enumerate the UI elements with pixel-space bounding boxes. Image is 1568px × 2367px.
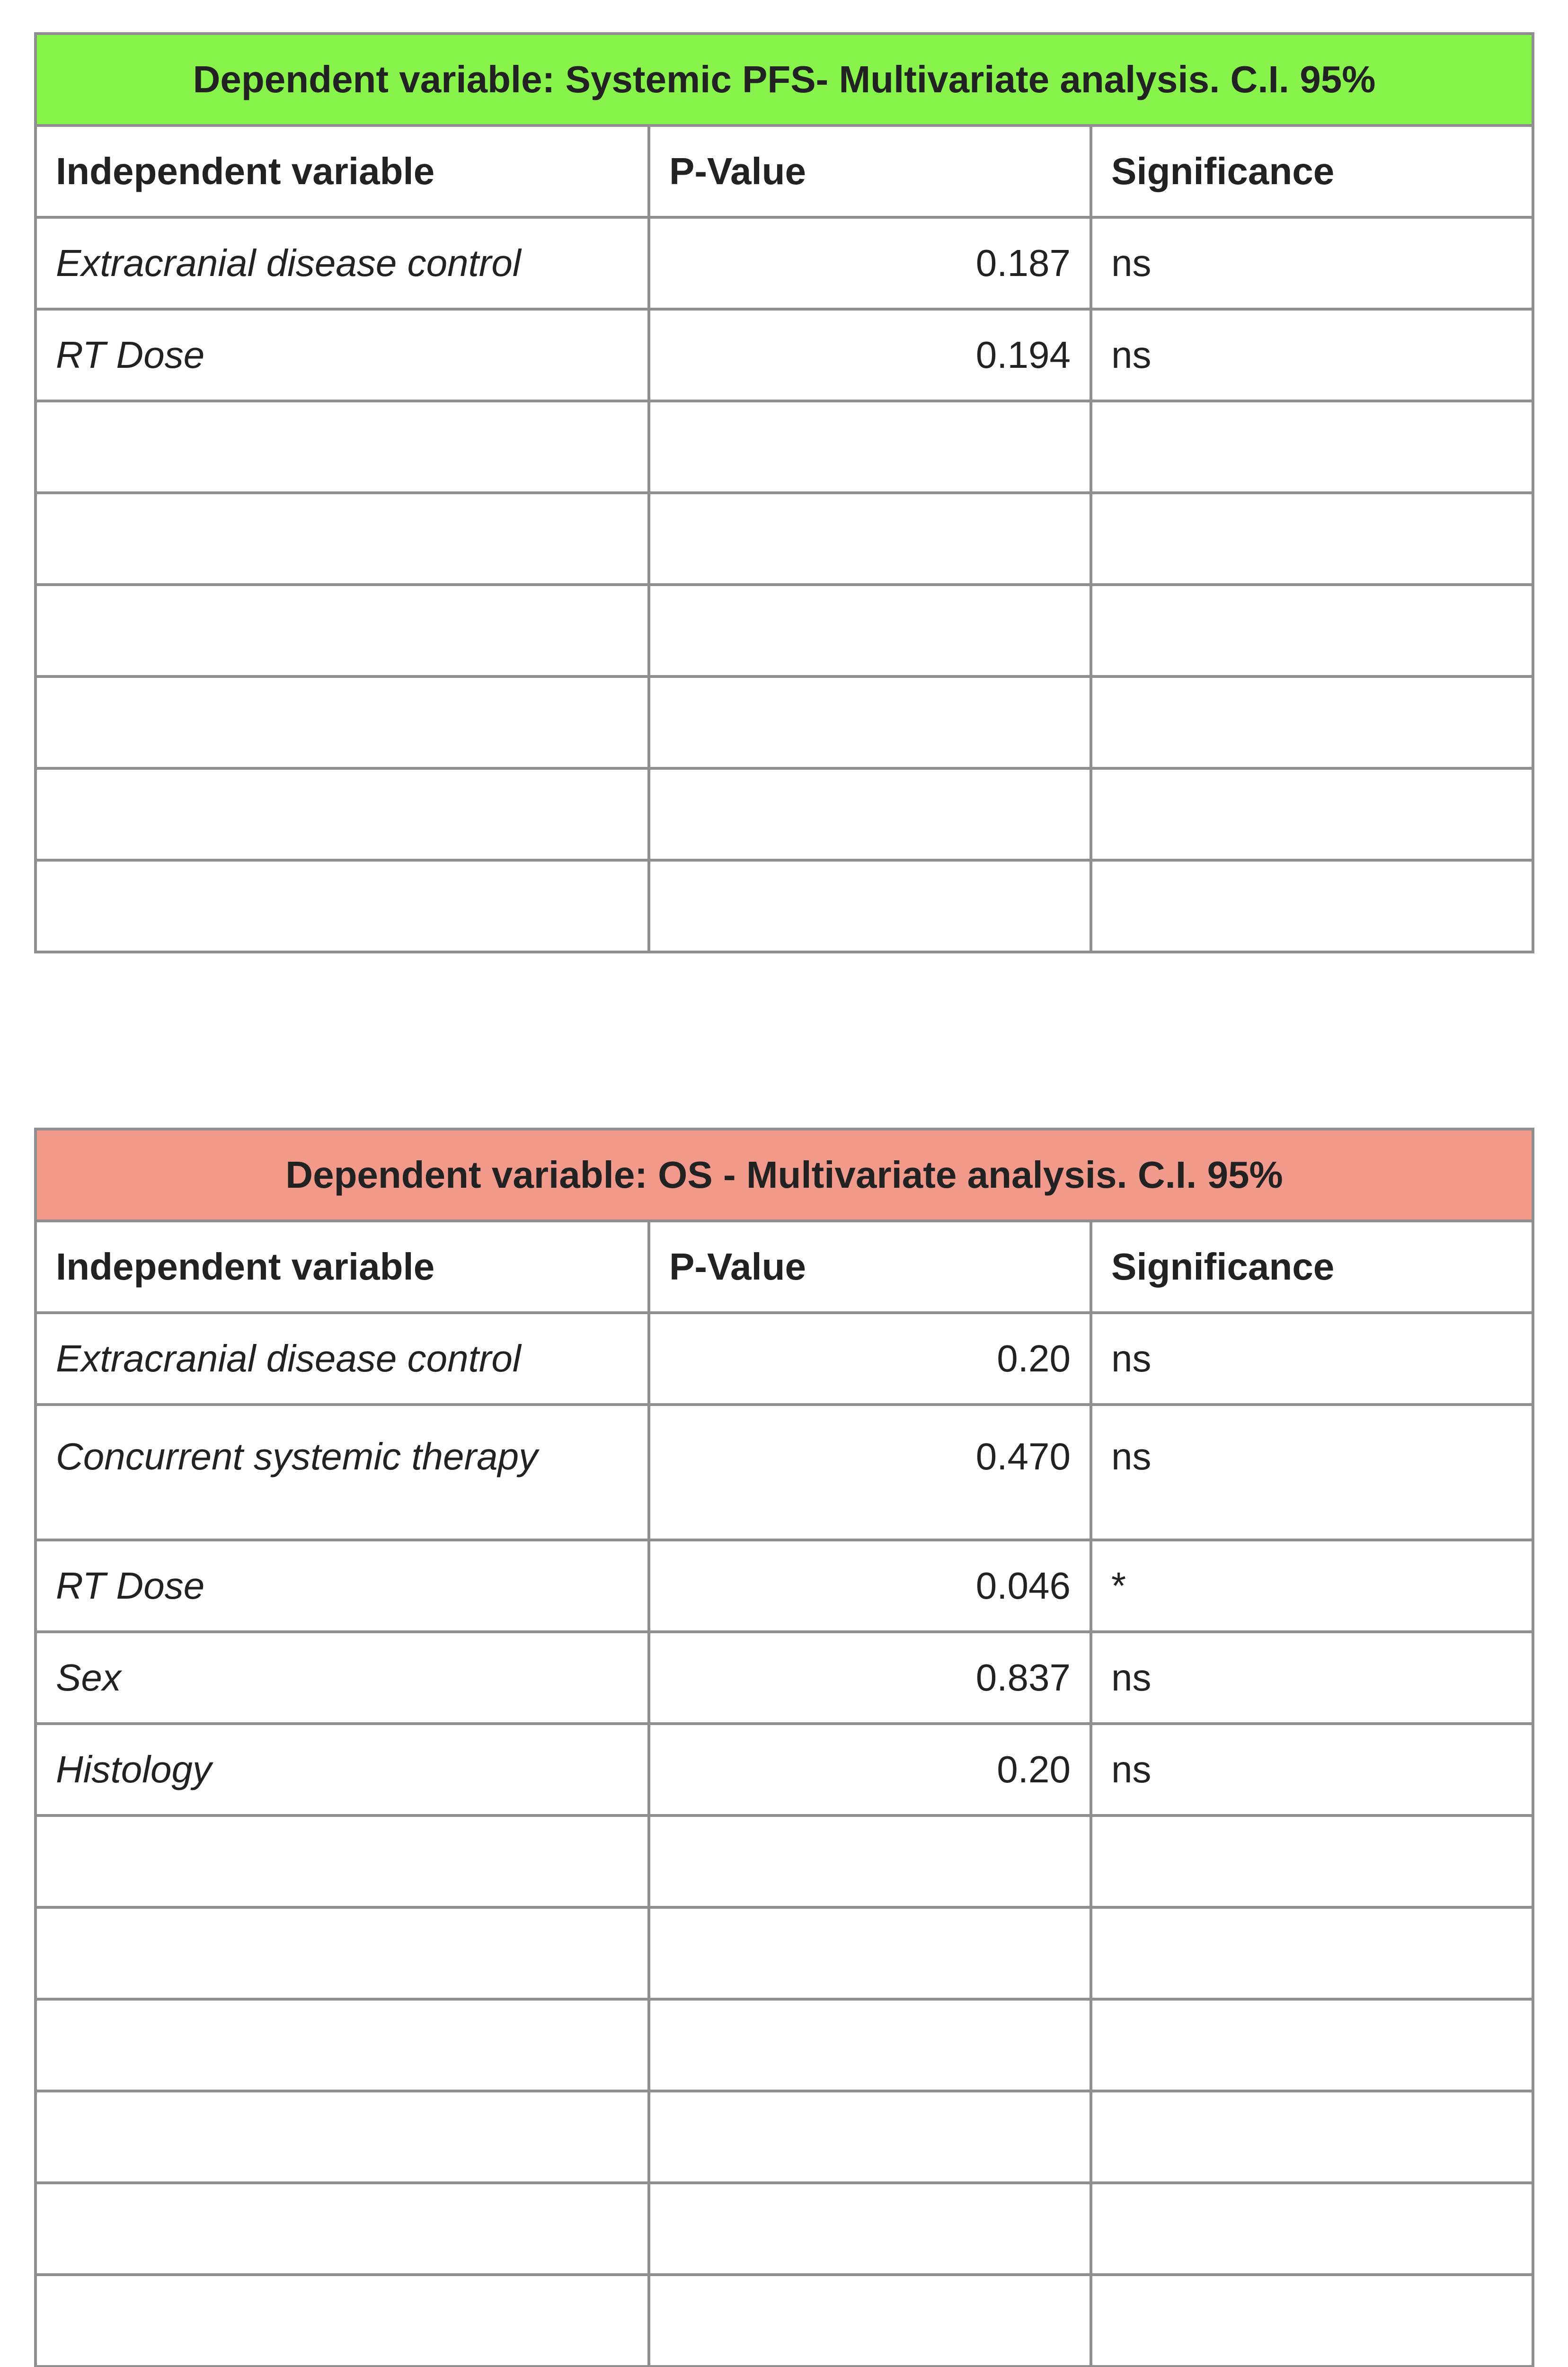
- table-row: [35, 1540, 1533, 1632]
- empty-row: [35, 1815, 1533, 1907]
- empty-cell: [649, 585, 1091, 676]
- empty-cell: [649, 860, 1091, 952]
- empty-row: [35, 2183, 1533, 2275]
- empty-cell: [649, 768, 1091, 860]
- empty-cell: [1091, 768, 1533, 860]
- variable-cell: RT Dose: [35, 1540, 649, 1632]
- empty-cell: [649, 1907, 1091, 1999]
- empty-cell: [35, 1815, 649, 1907]
- p-value-cell: 0.20: [649, 1313, 1091, 1405]
- empty-cell: [1091, 2183, 1533, 2275]
- table-row: [35, 217, 1533, 309]
- os-table-header-row: [35, 1221, 1533, 1313]
- table-row: [35, 1313, 1533, 1405]
- p-value-cell: 0.187: [649, 217, 1091, 309]
- empty-cell: [1091, 401, 1533, 493]
- significance-cell: ns: [1091, 309, 1533, 401]
- significance-cell: ns: [1091, 1632, 1533, 1724]
- empty-cell: [35, 2275, 649, 2367]
- empty-cell: [35, 2183, 649, 2275]
- variable-cell: Sex: [35, 1632, 649, 1724]
- empty-row: [35, 493, 1533, 585]
- empty-row: [35, 676, 1533, 768]
- empty-row: [35, 1999, 1533, 2091]
- pfs-table: [34, 32, 1534, 953]
- empty-row: [35, 401, 1533, 493]
- empty-cell: [649, 2183, 1091, 2275]
- empty-row: [35, 585, 1533, 676]
- empty-cell: [649, 1815, 1091, 1907]
- column-header-p-value: P-Value: [649, 1221, 1091, 1313]
- pfs-table-header-row: [35, 125, 1533, 217]
- empty-row: [35, 768, 1533, 860]
- variable-cell: Extracranial disease control: [35, 217, 649, 309]
- variable-cell: Histology: [35, 1724, 649, 1815]
- empty-cell: [1091, 493, 1533, 585]
- empty-row: [35, 2275, 1533, 2367]
- variable-cell: Concurrent systemic therapy: [35, 1405, 649, 1540]
- significance-cell: *: [1091, 1540, 1533, 1632]
- column-header-significance: Significance: [1091, 1221, 1533, 1313]
- empty-cell: [35, 401, 649, 493]
- empty-row: [35, 1907, 1533, 1999]
- empty-cell: [1091, 2091, 1533, 2183]
- empty-cell: [649, 401, 1091, 493]
- empty-cell: [1091, 2275, 1533, 2367]
- table-row: [35, 1405, 1533, 1540]
- significance-cell: ns: [1091, 217, 1533, 309]
- empty-cell: [35, 860, 649, 952]
- p-value-cell: 0.837: [649, 1632, 1091, 1724]
- column-header-significance: Significance: [1091, 125, 1533, 217]
- empty-cell: [35, 493, 649, 585]
- os-table: [34, 1128, 1534, 2367]
- empty-cell: [35, 676, 649, 768]
- empty-cell: [649, 1999, 1091, 2091]
- table-row: [35, 1632, 1533, 1724]
- empty-row: [35, 2091, 1533, 2183]
- column-header-variable: Independent variable: [35, 1221, 649, 1313]
- p-value-cell: 0.194: [649, 309, 1091, 401]
- empty-cell: [649, 2275, 1091, 2367]
- column-header-variable: Independent variable: [35, 125, 649, 217]
- empty-row: [35, 860, 1533, 952]
- table-row: [35, 1724, 1533, 1815]
- empty-cell: [649, 493, 1091, 585]
- empty-cell: [649, 676, 1091, 768]
- significance-cell: ns: [1091, 1405, 1533, 1540]
- empty-cell: [1091, 1999, 1533, 2091]
- column-header-p-value: P-Value: [649, 125, 1091, 217]
- empty-cell: [35, 768, 649, 860]
- variable-cell: Extracranial disease control: [35, 1313, 649, 1405]
- empty-cell: [35, 1907, 649, 1999]
- empty-cell: [1091, 860, 1533, 952]
- p-value-cell: 0.470: [649, 1405, 1091, 1540]
- p-value-cell: 0.20: [649, 1724, 1091, 1815]
- empty-cell: [1091, 1815, 1533, 1907]
- empty-cell: [649, 2091, 1091, 2183]
- empty-cell: [1091, 676, 1533, 768]
- empty-cell: [1091, 1907, 1533, 1999]
- empty-cell: [1091, 585, 1533, 676]
- os-table-title: Dependent variable: OS - Multivariate analysis. C.I. 95%: [35, 1129, 1533, 1221]
- pfs-table-title: Dependent variable: Systemic PFS- Multivariate analysis. C.I. 95%: [35, 34, 1533, 125]
- significance-cell: ns: [1091, 1724, 1533, 1815]
- empty-cell: [35, 1999, 649, 2091]
- empty-cell: [35, 2091, 649, 2183]
- table-row: [35, 309, 1533, 401]
- significance-cell: ns: [1091, 1313, 1533, 1405]
- empty-cell: [35, 585, 649, 676]
- variable-cell: RT Dose: [35, 309, 649, 401]
- p-value-cell: 0.046: [649, 1540, 1091, 1632]
